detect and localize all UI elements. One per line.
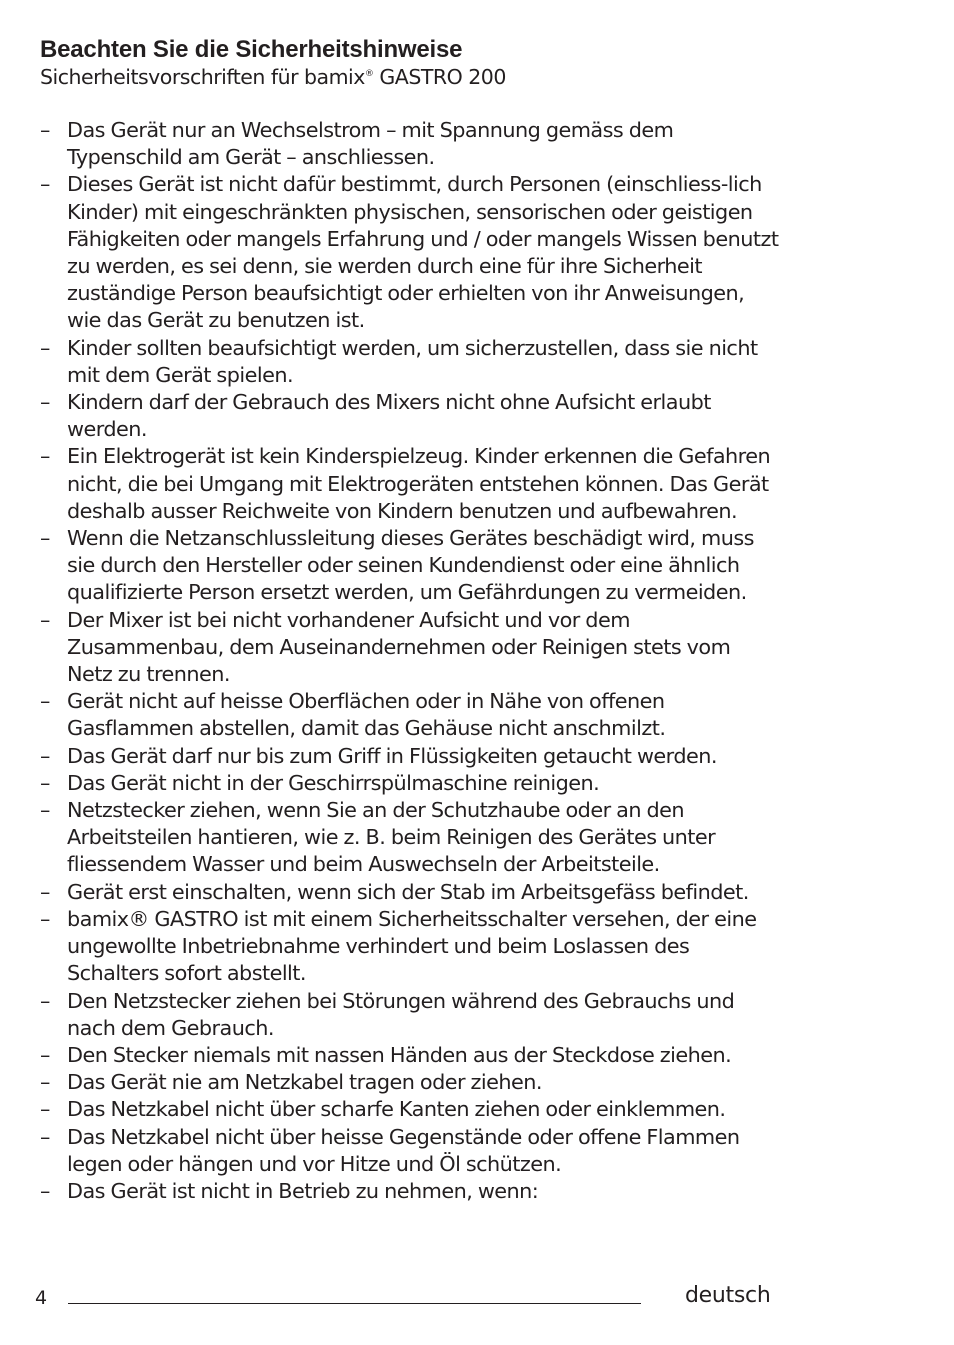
page-subtitle xyxy=(40,64,780,90)
footer-divider xyxy=(68,1303,641,1304)
safety-rule: – Wenn die Netzanschlussleitung dieses Gerätes beschädigt wird, muss sie durch den Hersteller oder seinen Kundendienst oder eine ähnlich qualifizierte Person ersetzt werden, um Gefährdungen zu vermeiden. xyxy=(40,525,780,607)
safety-rule: – bamix® GASTRO ist mit einem Sicherheitsschalter versehen, der eine ungewollte Inbetriebnahme verhindert und beim Loslassen des Schalters sofort abstellt. xyxy=(40,906,780,988)
safety-rule: – Das Gerät nicht in der Geschirrspülmaschine reinigen. xyxy=(40,770,780,797)
safety-rule: – Das Netzkabel nicht über heisse Gegenstände oder offene Flammen legen oder hängen und vor Hitze und Öl schützen. xyxy=(40,1124,780,1178)
safety-rule: – Das Gerät darf nur bis zum Griff in Flüssigkeiten getaucht werden. xyxy=(40,743,780,770)
safety-rule: – Der Mixer ist bei nicht vorhandener Aufsicht und vor dem Zusammenbau, dem Auseinandernehmen oder Reinigen stets vom Netz zu trennen. xyxy=(40,607,780,689)
safety-rule: – Den Netzstecker ziehen bei Störungen während des Gebrauchs und nach dem Gebrauch. xyxy=(40,988,780,1042)
subtitle-suffix: GASTRO 200 xyxy=(373,65,506,89)
safety-rule: – Das Gerät nie am Netzkabel tragen oder ziehen. xyxy=(40,1069,780,1096)
document-page xyxy=(40,36,780,1205)
safety-rule: – Das Netzkabel nicht über scharfe Kanten ziehen oder einklemmen. xyxy=(40,1096,780,1123)
safety-rule: – Kindern darf der Gebrauch des Mixers nicht ohne Aufsicht erlaubt werden. xyxy=(40,389,780,443)
safety-rule: – Gerät nicht auf heisse Oberflächen oder in Nähe von offenen Gasflammen abstellen, damit das Gehäuse nicht anschmilzt. xyxy=(40,688,780,742)
subtitle-prefix: Sicherheitsvorschriften für bamix xyxy=(40,65,365,89)
safety-rule: – Gerät erst einschalten, wenn sich der Stab im Arbeitsgefäss befindet. xyxy=(40,879,780,906)
registered-mark: ® xyxy=(364,69,374,80)
page-number: 4 xyxy=(35,1287,48,1309)
safety-rule: – Kinder sollten beaufsichtigt werden, um sicherzustellen, dass sie nicht mit dem Gerät spielen. xyxy=(40,335,780,389)
safety-rule: – Das Gerät nur an Wechselstrom – mit Spannung gemäss dem Typenschild am Gerät – anschliessen. xyxy=(40,117,780,171)
page-title: Beachten Sie die Sicherheitshinweise xyxy=(40,36,463,63)
safety-rule: – Das Gerät ist nicht in Betrieb zu nehmen, wenn: xyxy=(40,1178,780,1205)
safety-rule: – Ein Elektrogerät ist kein Kinderspielzeug. Kinder erkennen die Gefahren nicht, die bei Umgang mit Elektrogeräten entstehen können. Das Gerät deshalb ausser Reichweite von Kindern benutzen und aufbewahren. xyxy=(40,443,780,525)
safety-rule: – Netzstecker ziehen, wenn Sie an der Schutzhaube oder an den Arbeitsteilen hantieren, wie z. B. beim Reinigen des Gerätes unter fliessendem Wasser und beim Auswechseln der Arbeitsteile. xyxy=(40,797,780,879)
safety-rules-list xyxy=(40,117,780,1205)
safety-rule: – Dieses Gerät ist nicht dafür bestimmt, durch Personen (einschliess-lich Kinder) mit eingeschränkten physischen, sensorischen oder geistigen Fähigkeiten oder mangels Erfahrung und / oder mangels Wissen benutzt zu werden, es sei denn, sie werden durch eine für ihre Sicherheit zuständige Person beaufsichtigt oder erhielten von ihr Anweisungen, wie das Gerät zu benutzen ist. xyxy=(40,171,780,334)
footer-language: deutsch xyxy=(685,1283,771,1308)
safety-rule: – Den Stecker niemals mit nassen Händen aus der Steckdose ziehen. xyxy=(40,1042,780,1069)
